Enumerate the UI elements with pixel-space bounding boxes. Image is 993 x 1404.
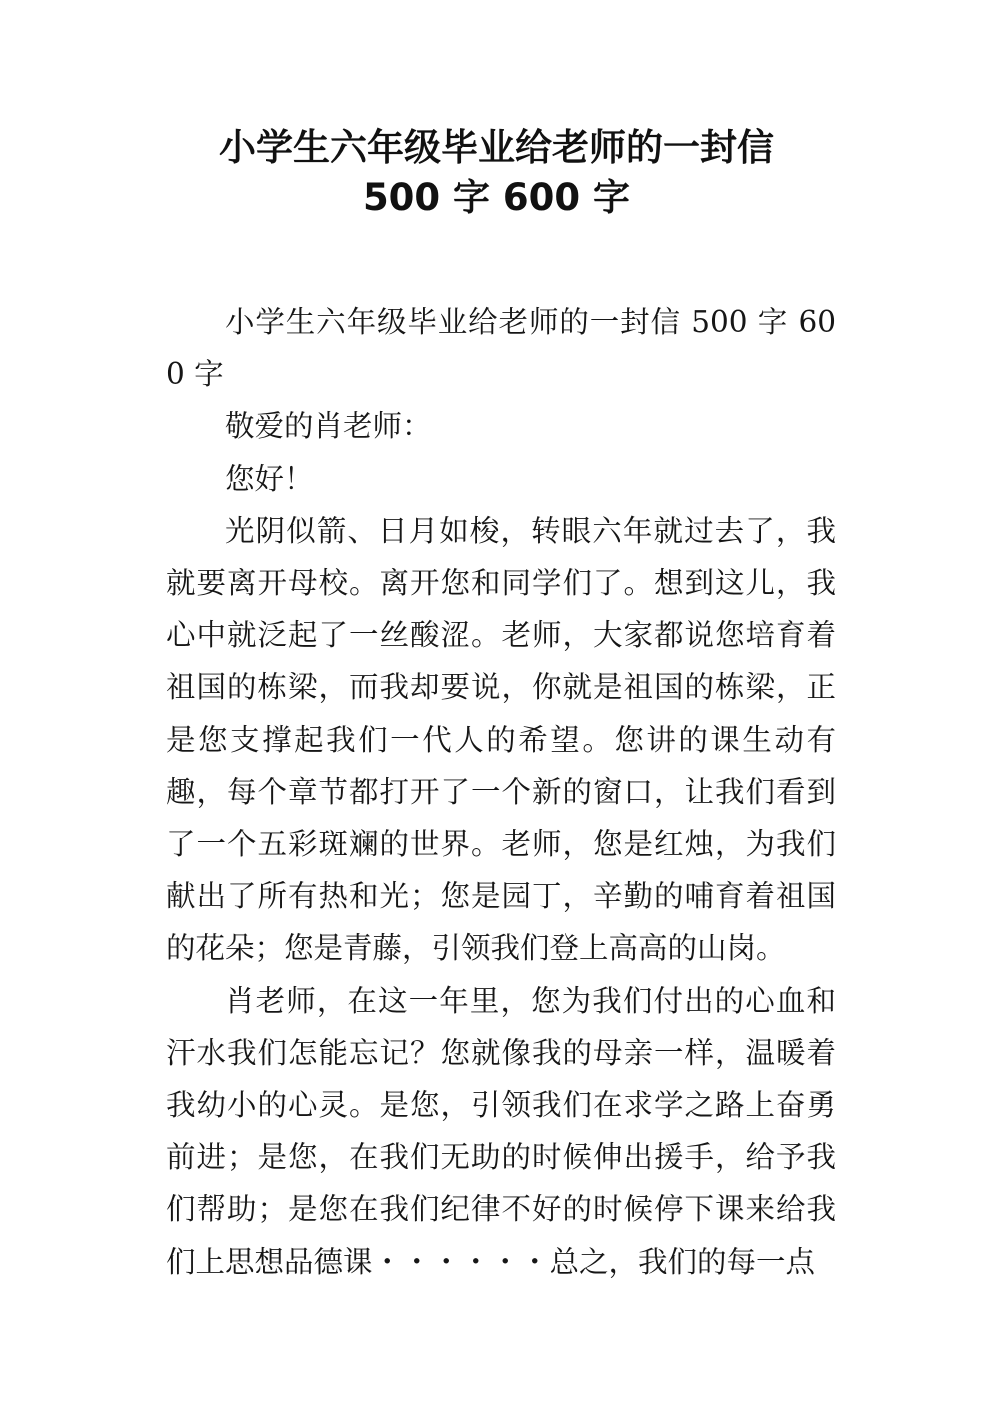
document-title-line2: 500 字 600 字 [362, 176, 631, 219]
paragraph-body-1: 光阴似箭、日月如梭，转眼六年就过去了，我就要离开母校。离开您和同学们了。想到这儿，我心中就泛起了一丝酸涩。老师，大家都说您培育着祖国的栋梁，而我却要说，你就是祖国的栋梁，正是您支撑起我们一代人的希望。您讲的课生动有趣，每个章节都打开了一个新的窗口，让我们看到了一个五彩斑斓的世界。老师，您是红烛，为我们献出了所有热和光；您是园丁，辛勤的哺育着祖国的花朵；您是青藤，引领我们登上高高的山岗。 [166, 513, 836, 966]
paragraph-salutation: 敬爱的肖老师： [225, 409, 432, 444]
document-body [166, 296, 836, 1288]
paragraph-heading: 小学生六年级毕业给老师的一封信 500 字 600 字 [166, 305, 836, 392]
document-title-line1: 小学生六年级毕业给老师的一封信 [219, 126, 774, 169]
paragraph-body-2: 肖老师，在这一年里，您为我们付出的心血和汗水我们怎能忘记？您就像我的母亲一样，温暖着我幼小的心灵。是您，引领我们在求学之路上奋勇前进；是您，在我们无助的时候伸出援手，给予我们帮助；是您在我们纪律不好的时候停下课来给我们上思想品德课・・・・・・总之，我们的每一点 [166, 983, 836, 1279]
paragraph-greeting: 您好！ [225, 461, 314, 496]
